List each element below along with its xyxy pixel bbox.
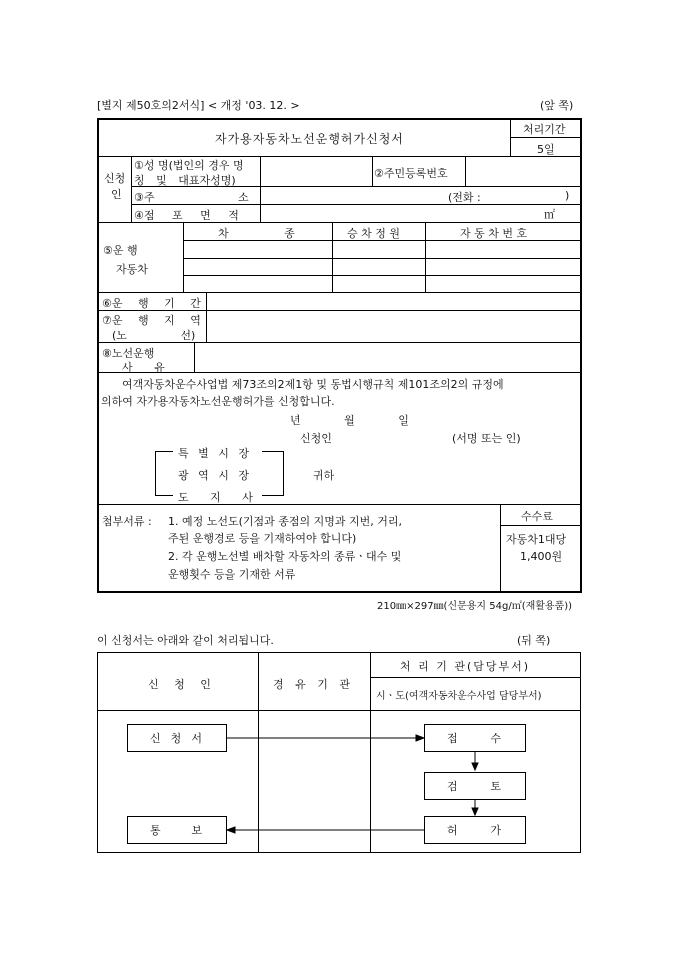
- col-processing-agency: 처 리 기 관(담당부서): [400, 660, 531, 673]
- recipient-special-city: 특 별 시 장: [178, 447, 252, 460]
- vehicle-label-2: 자동차: [116, 263, 148, 276]
- store-area-label: ④점 포 면 적: [134, 209, 239, 222]
- col-processing-sub: 시ㆍ도(여객자동차운수사업 담당부서): [376, 691, 542, 702]
- area-unit: ㎡: [544, 208, 555, 221]
- operation-period-label: ⑥운 행 기 간: [102, 297, 201, 310]
- front-side-mark: (앞 쪽): [540, 99, 574, 112]
- arrow-head-receipt: [416, 735, 424, 741]
- col-applicant: 신 청 인: [148, 678, 217, 691]
- step-application: 신 청 서: [127, 724, 227, 752]
- applicant-signature-label: 신청인: [300, 432, 332, 445]
- operation-area-label: ⑦운 행 지 역: [102, 314, 201, 327]
- phone-close: ): [565, 189, 570, 202]
- reason-label: ⑧노선운행: [102, 347, 155, 360]
- processing-period-value: 5일: [537, 143, 555, 156]
- form-reference: [별지 제50호의2서식] < 개정 '03. 12. >: [97, 99, 300, 112]
- col-via-agency: 경 유 기 관: [273, 678, 354, 691]
- recipient-suffix: 귀하: [313, 469, 335, 482]
- attachment-1-cont: 주된 운행경로 등을 기재하여야 합니다): [168, 532, 357, 545]
- recipient-province: 도 지 사: [178, 491, 253, 504]
- vehicle-label: ⑤운 행: [103, 244, 138, 257]
- declaration-line-2: 의하여 자가용자동차노선운행허가를 신청합니다.: [101, 395, 335, 408]
- col-passenger-capacity: 승 차 정 원: [347, 227, 400, 240]
- form-title: 자가용자동차노선운행허가신청서: [215, 132, 404, 146]
- attachment-2-cont: 운행횟수 등을 기재한 서류: [168, 568, 296, 581]
- col-vehicle-type: 차 종: [218, 227, 295, 240]
- applicant-label-2: 인: [111, 188, 122, 201]
- resident-number-label: ②주민등록번호: [374, 167, 448, 180]
- name-label-2: 칭 및 대표자성명): [134, 174, 236, 187]
- attachment-1: 1. 예정 노선도(기점과 종점의 지명과 지번, 거리,: [168, 515, 403, 528]
- arrow-head-review: [472, 763, 478, 770]
- fee-value-2: 1,400원: [520, 550, 563, 563]
- signature-note: (서명 또는 인): [452, 432, 521, 445]
- paper-spec: 210㎜×297㎜(신문용지 54g/㎡(재활용품)): [377, 601, 573, 612]
- recipient-metro-city: 광 역 시 장: [178, 469, 252, 482]
- col-vehicle-number: 자 동 차 번 호: [460, 227, 528, 240]
- fee-value: 자동차1대당: [506, 533, 567, 546]
- back-side-mark: (뒤 쪽): [517, 634, 551, 647]
- step-notice: 통 보: [127, 816, 227, 844]
- attachment-2: 2. 각 운행노선별 배차할 자동차의 종류ㆍ대수 및: [168, 550, 402, 563]
- address-label: ③주 소: [134, 191, 249, 204]
- process-intro: 이 신청서는 아래와 같이 처리됩니다.: [97, 634, 274, 647]
- phone-label: (전화 :: [448, 191, 481, 204]
- date-line: 년 월 일: [290, 414, 409, 427]
- name-label: ①성 명(법인의 경우 명: [134, 159, 244, 172]
- fee-label: 수수료: [521, 510, 553, 523]
- arrow-head-notice: [227, 827, 235, 833]
- attachments-label: 첨부서류 :: [102, 515, 152, 528]
- step-receipt: 접 수: [424, 724, 526, 752]
- arrow-head-permit: [472, 808, 478, 815]
- step-review: 검 토: [424, 772, 526, 800]
- step-permit: 허 가: [424, 816, 526, 844]
- applicant-label: 신청: [104, 172, 126, 185]
- reason-label-2: 사 유: [122, 361, 165, 374]
- operation-area-label-2: (노 선): [112, 329, 196, 342]
- declaration-line-1: 여객자동차운수사업법 제73조의2제1항 및 동법시행규칙 제101조의2의 규정에: [122, 378, 504, 391]
- processing-period-label: 처리기간: [523, 123, 566, 136]
